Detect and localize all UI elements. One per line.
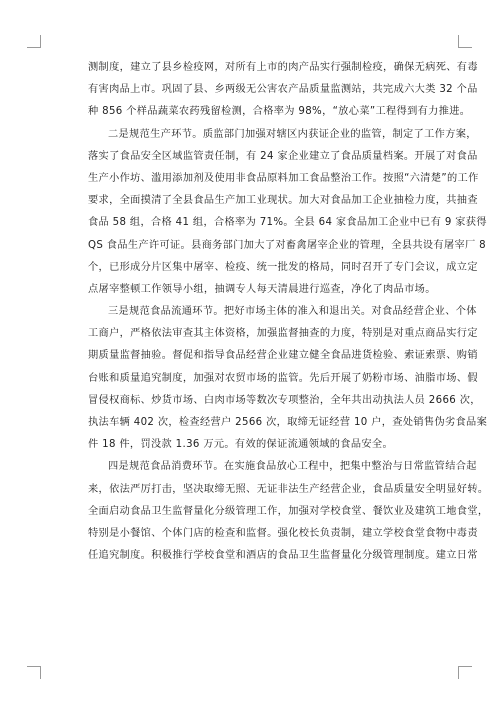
text-line: 特别是小餐馆、个体门店的检查和监督。强化校长负责制，建立学校食堂食物中毒责: [88, 527, 478, 539]
text-line: 生产小作坊、滥用添加剂及使用非食品原料加工食品整治工作。按照“六清楚”的工作: [88, 172, 479, 184]
text-line: 有害肉品上市。巩固了县、乡两级无公害农产品质量监测站，共完成六大类 32 个品: [88, 84, 478, 96]
crop-mark-bottom-right-horizontal: [458, 666, 472, 667]
text-line: 全面启动食品卫生监督量化分级管理工作，加强对学校食堂、餐饮业及建筑工地食堂，: [88, 505, 489, 517]
crop-mark-bottom-right-vertical: [458, 666, 459, 679]
text-line: 任追究制度。积极推行学校食堂和酒店的食品卫生监督量化分级管理制度。建立日常: [88, 550, 478, 562]
text-line: 工商户，严格依法审查其主体资格，加强监督抽查的力度，特别是对重点商品实行定: [88, 328, 478, 340]
text-line: 个，已形成分片区集中屠宰、检疫、统一批发的格局，同时召开了专门会议，成立定: [88, 261, 478, 273]
text-line: 落实了食品安全区域监管责任制，有 24 家企业建立了食品质量档案。开展了对食品: [88, 150, 478, 162]
text-line: 来，依法严厉打击，坚决取缔无照、无证非法生产经营企业，食品质量安全明显好转。: [88, 483, 489, 495]
text-line: 点屠宰整顿工作领导小组，抽调专人每天清晨进行巡查，净化了肉品市场。: [88, 283, 436, 295]
text-line: 冒侵权商标、炒货市场、白肉市场等数次专项整治，全年共出动执法人员 2666 次，: [88, 394, 481, 406]
crop-mark-bottom-left-vertical: [40, 666, 41, 679]
crop-mark-bottom-left-horizontal: [27, 666, 41, 667]
text-line: 台账和质量追究制度，加强对农贸市场的监管。先后开展了奶粉市场、油脂市场、假: [88, 372, 478, 384]
crop-mark-top-left-horizontal: [27, 47, 41, 48]
text-line: 要求，全面摸清了全县食品生产加工业现状。加大对食品加工企业抽检力度，共抽查: [88, 195, 478, 207]
text-line: 测制度，建立了县乡检疫网，对所有上市的肉产品实行强制检疫，确保无病死、有毒: [88, 62, 478, 73]
text-line: 食品 58 组，合格 41 组，合格率为 71%。全县 64 家食品加工企业中已有 9 家获得: [88, 217, 487, 229]
crop-mark-top-right-horizontal: [458, 47, 472, 48]
text-line: QS 食品生产许可证。县商务部门加大了对畜禽屠宰企业的管理，全县共设有屠宰厂 8: [88, 239, 487, 251]
paragraph-first-line: 二是规范生产环节。质监部门加强对辖区内获证企业的监管，制定了工作方案，: [108, 128, 477, 140]
text-line: 执法车辆 402 次，检查经营户 2566 次，取缔无证经营 10 户，查处销售伪劣食品案: [88, 417, 488, 428]
paragraph-first-line: 四是规范食品消费环节。在实施食品放心工程中，把集中整治与日常监管结合起: [108, 461, 477, 473]
text-line: 种 856 个样品蔬菜农药残留检测，合格率为 98%，“放心菜”工程得到有力推进。: [88, 106, 471, 118]
text-line: 件 18 件，罚没款 1.36 万元。有效的保证流通领域的食品安全。: [88, 439, 393, 451]
body-text: [88, 57, 489, 567]
paragraph-first-line: 三是规范食品流通环节。把好市场主体的准入和退出关。对食品经营企业、个体: [108, 306, 477, 318]
text-line: 期质量监督抽验。督促和指导食品经营企业建立健全食品进货检验、索证索票、购销: [88, 350, 478, 362]
